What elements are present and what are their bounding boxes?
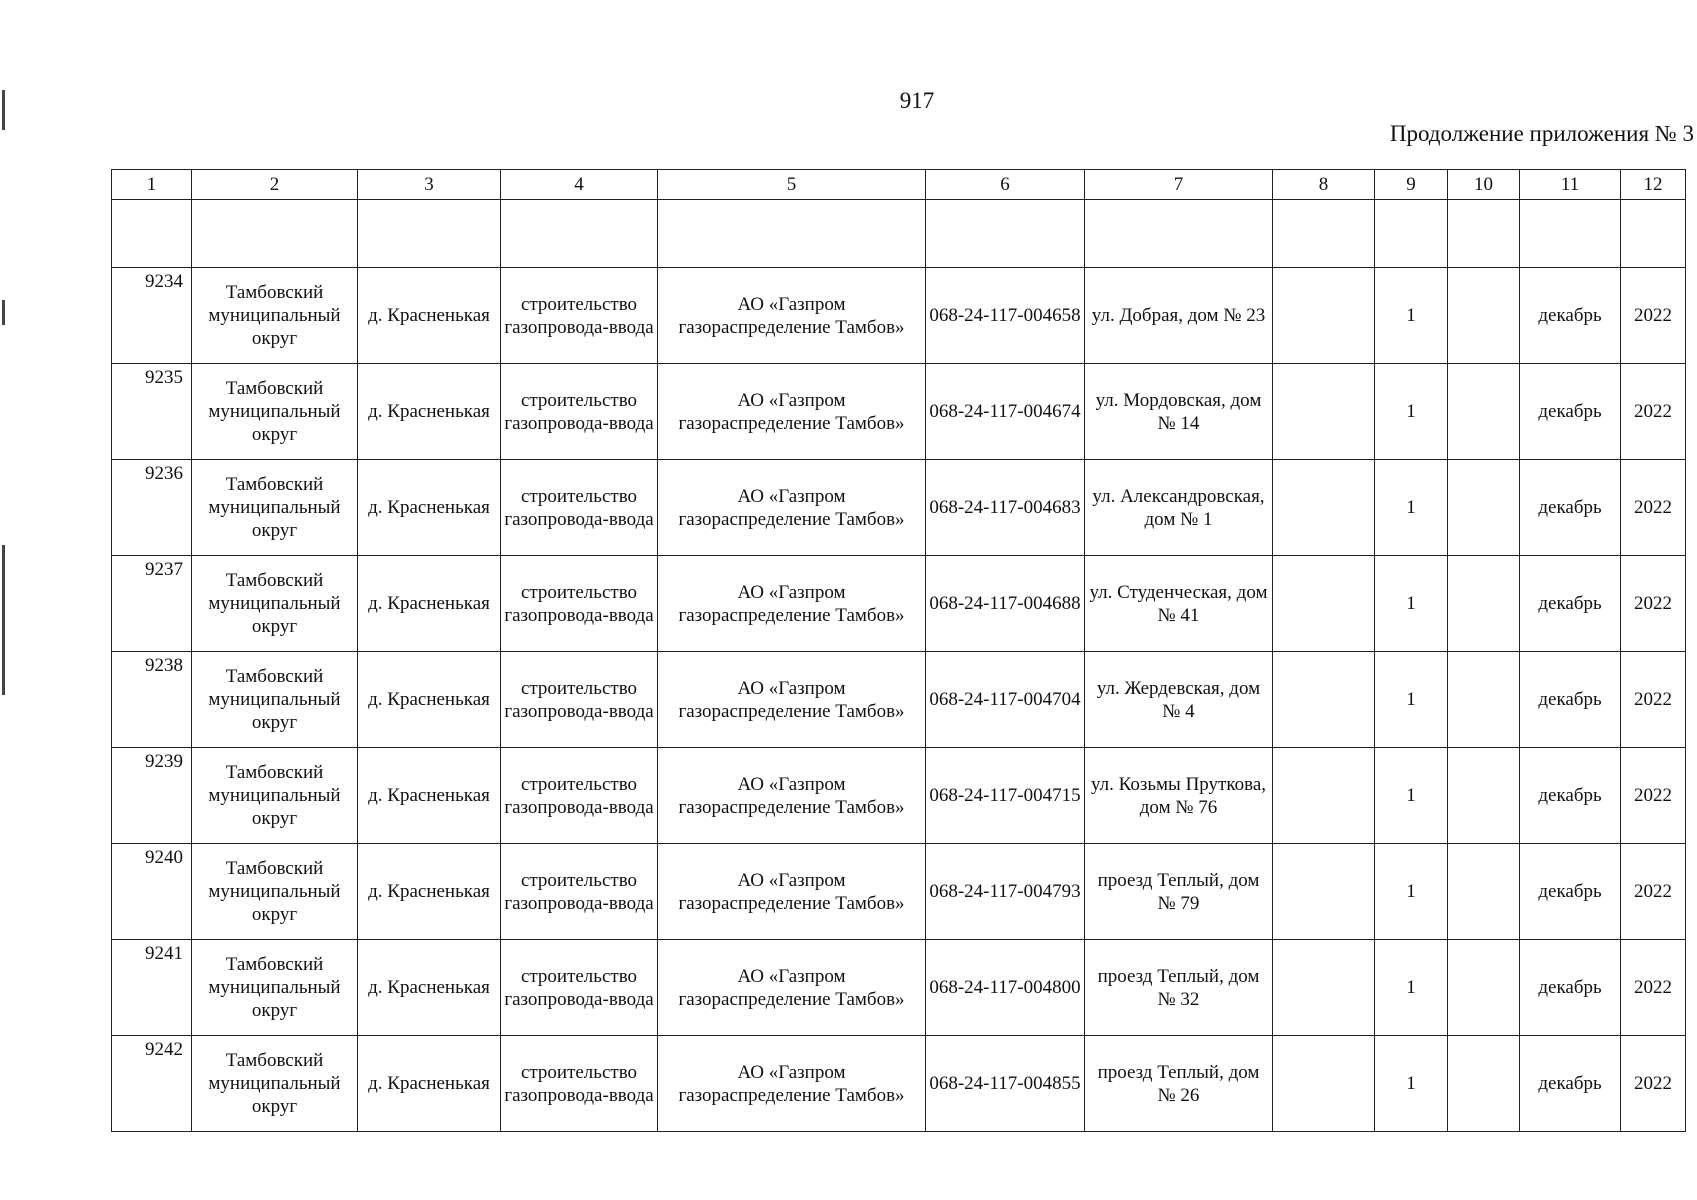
column-title-cell xyxy=(658,200,926,268)
table-row xyxy=(112,268,1686,364)
address-cell: ул. Студенческая, дом № 41 xyxy=(1085,556,1273,652)
column-8-cell xyxy=(1273,748,1375,844)
quantity-cell: 1 xyxy=(1375,556,1448,652)
column-8-cell xyxy=(1273,364,1375,460)
column-title-cell xyxy=(1273,200,1375,268)
month-cell: декабрь xyxy=(1520,268,1621,364)
locality-cell: д. Красненькая xyxy=(358,1036,501,1132)
locality-cell: д. Красненькая xyxy=(358,460,501,556)
column-title-cell xyxy=(1375,200,1448,268)
column-number-cell: 8 xyxy=(1273,170,1375,200)
work-type-cell: строительство газопровода-ввода xyxy=(501,844,658,940)
continuation-caption: Продолжение приложения № 3 xyxy=(1389,121,1694,146)
object-code-cell: 068-24-117-004674 xyxy=(926,364,1085,460)
table-row xyxy=(112,940,1686,1036)
district-cell: Тамбовский муниципальный округ xyxy=(192,748,358,844)
address-cell: проезд Теплый, дом № 79 xyxy=(1085,844,1273,940)
quantity-cell: 1 xyxy=(1375,748,1448,844)
year-cell: 2022 xyxy=(1621,844,1686,940)
record-number-cell: 9237 xyxy=(112,556,192,652)
column-number-cell: 11 xyxy=(1520,170,1621,200)
district-cell: Тамбовский муниципальный округ xyxy=(192,940,358,1036)
object-code-cell: 068-24-117-004688 xyxy=(926,556,1085,652)
column-number-cell: 12 xyxy=(1621,170,1686,200)
address-cell: ул. Жердевская, дом № 4 xyxy=(1085,652,1273,748)
organization-cell: АО «Газпром газораспределение Тамбов» xyxy=(658,460,926,556)
object-code-cell: 068-24-117-004683 xyxy=(926,460,1085,556)
scan-edge-mark xyxy=(2,300,5,325)
object-code-cell: 068-24-117-004800 xyxy=(926,940,1085,1036)
year-cell: 2022 xyxy=(1621,940,1686,1036)
table-row xyxy=(112,748,1686,844)
column-10-cell xyxy=(1448,940,1520,1036)
scan-edge-mark xyxy=(2,545,5,695)
record-number-cell: 9234 xyxy=(112,268,192,364)
column-8-cell xyxy=(1273,940,1375,1036)
column-8-cell xyxy=(1273,844,1375,940)
locality-cell: д. Красненькая xyxy=(358,940,501,1036)
year-cell: 2022 xyxy=(1621,748,1686,844)
address-cell: ул. Александровская, дом № 1 xyxy=(1085,460,1273,556)
column-title-cell xyxy=(358,200,501,268)
month-cell: декабрь xyxy=(1520,364,1621,460)
column-title-cell xyxy=(1448,200,1520,268)
column-8-cell xyxy=(1273,268,1375,364)
record-number-cell: 9240 xyxy=(112,844,192,940)
column-title-cell xyxy=(192,200,358,268)
year-cell: 2022 xyxy=(1621,460,1686,556)
quantity-cell: 1 xyxy=(1375,844,1448,940)
quantity-cell: 1 xyxy=(1375,652,1448,748)
table-row xyxy=(112,556,1686,652)
organization-cell: АО «Газпром газораспределение Тамбов» xyxy=(658,1036,926,1132)
work-type-cell: строительство газопровода-ввода xyxy=(501,1036,658,1132)
table-row xyxy=(112,364,1686,460)
district-cell: Тамбовский муниципальный округ xyxy=(192,556,358,652)
object-code-cell: 068-24-117-004658 xyxy=(926,268,1085,364)
column-8-cell xyxy=(1273,652,1375,748)
column-number-cell: 10 xyxy=(1448,170,1520,200)
locality-cell: д. Красненькая xyxy=(358,748,501,844)
column-title-cell xyxy=(1621,200,1686,268)
year-cell: 2022 xyxy=(1621,364,1686,460)
month-cell: декабрь xyxy=(1520,844,1621,940)
column-number-cell: 9 xyxy=(1375,170,1448,200)
record-number-cell: 9241 xyxy=(112,940,192,1036)
district-cell: Тамбовский муниципальный округ xyxy=(192,652,358,748)
year-cell: 2022 xyxy=(1621,556,1686,652)
district-cell: Тамбовский муниципальный округ xyxy=(192,844,358,940)
quantity-cell: 1 xyxy=(1375,1036,1448,1132)
column-8-cell xyxy=(1273,1036,1375,1132)
organization-cell: АО «Газпром газораспределение Тамбов» xyxy=(658,748,926,844)
district-cell: Тамбовский муниципальный округ xyxy=(192,1036,358,1132)
month-cell: декабрь xyxy=(1520,1036,1621,1132)
table-row xyxy=(112,652,1686,748)
object-code-cell: 068-24-117-004855 xyxy=(926,1036,1085,1132)
column-title-cell xyxy=(501,200,658,268)
month-cell: декабрь xyxy=(1520,940,1621,1036)
column-title-cell xyxy=(112,200,192,268)
locality-cell: д. Красненькая xyxy=(358,844,501,940)
quantity-cell: 1 xyxy=(1375,460,1448,556)
year-cell: 2022 xyxy=(1621,652,1686,748)
record-number-cell: 9238 xyxy=(112,652,192,748)
quantity-cell: 1 xyxy=(1375,940,1448,1036)
column-title-cell xyxy=(926,200,1085,268)
year-cell: 2022 xyxy=(1621,268,1686,364)
address-cell: ул. Добрая, дом № 23 xyxy=(1085,268,1273,364)
column-10-cell xyxy=(1448,268,1520,364)
record-number-cell: 9242 xyxy=(112,1036,192,1132)
district-cell: Тамбовский муниципальный округ xyxy=(192,460,358,556)
work-type-cell: строительство газопровода-ввода xyxy=(501,460,658,556)
locality-cell: д. Красненькая xyxy=(358,268,501,364)
month-cell: декабрь xyxy=(1520,748,1621,844)
organization-cell: АО «Газпром газораспределение Тамбов» xyxy=(658,268,926,364)
locality-cell: д. Красненькая xyxy=(358,364,501,460)
column-number-cell: 6 xyxy=(926,170,1085,200)
registry-table-body xyxy=(112,170,1686,1132)
object-code-cell: 068-24-117-004715 xyxy=(926,748,1085,844)
column-number-cell: 2 xyxy=(192,170,358,200)
address-cell: ул. Козьмы Пруткова, дом № 76 xyxy=(1085,748,1273,844)
scan-edge-marks xyxy=(0,0,10,1200)
organization-cell: АО «Газпром газораспределение Тамбов» xyxy=(658,940,926,1036)
table-row xyxy=(112,1036,1686,1132)
column-10-cell xyxy=(1448,460,1520,556)
month-cell: декабрь xyxy=(1520,460,1621,556)
work-type-cell: строительство газопровода-ввода xyxy=(501,556,658,652)
month-cell: декабрь xyxy=(1520,652,1621,748)
table-row xyxy=(112,460,1686,556)
work-type-cell: строительство газопровода-ввода xyxy=(501,268,658,364)
district-cell: Тамбовский муниципальный округ xyxy=(192,268,358,364)
column-number-cell: 4 xyxy=(501,170,658,200)
column-title-row xyxy=(112,200,1686,268)
object-code-cell: 068-24-117-004704 xyxy=(926,652,1085,748)
record-number-cell: 9235 xyxy=(112,364,192,460)
address-cell: проезд Теплый, дом № 26 xyxy=(1085,1036,1273,1132)
column-8-cell xyxy=(1273,556,1375,652)
page-number: 917 xyxy=(899,88,935,113)
address-cell: проезд Теплый, дом № 32 xyxy=(1085,940,1273,1036)
column-number-cell: 3 xyxy=(358,170,501,200)
organization-cell: АО «Газпром газораспределение Тамбов» xyxy=(658,844,926,940)
district-cell: Тамбовский муниципальный округ xyxy=(192,364,358,460)
table-row xyxy=(112,844,1686,940)
work-type-cell: строительство газопровода-ввода xyxy=(501,940,658,1036)
work-type-cell: строительство газопровода-ввода xyxy=(501,748,658,844)
column-10-cell xyxy=(1448,1036,1520,1132)
column-number-row xyxy=(112,170,1686,200)
column-10-cell xyxy=(1448,748,1520,844)
quantity-cell: 1 xyxy=(1375,268,1448,364)
locality-cell: д. Красненькая xyxy=(358,556,501,652)
column-10-cell xyxy=(1448,364,1520,460)
column-10-cell xyxy=(1448,844,1520,940)
column-number-cell: 7 xyxy=(1085,170,1273,200)
object-code-cell: 068-24-117-004793 xyxy=(926,844,1085,940)
work-type-cell: строительство газопровода-ввода xyxy=(501,364,658,460)
record-number-cell: 9239 xyxy=(112,748,192,844)
work-type-cell: строительство газопровода-ввода xyxy=(501,652,658,748)
locality-cell: д. Красненькая xyxy=(358,652,501,748)
organization-cell: АО «Газпром газораспределение Тамбов» xyxy=(658,364,926,460)
organization-cell: АО «Газпром газораспределение Тамбов» xyxy=(658,652,926,748)
organization-cell: АО «Газпром газораспределение Тамбов» xyxy=(658,556,926,652)
column-number-cell: 1 xyxy=(112,170,192,200)
column-10-cell xyxy=(1448,556,1520,652)
column-10-cell xyxy=(1448,652,1520,748)
quantity-cell: 1 xyxy=(1375,364,1448,460)
registry-table xyxy=(111,169,1686,1132)
column-title-cell xyxy=(1085,200,1273,268)
month-cell: декабрь xyxy=(1520,556,1621,652)
year-cell: 2022 xyxy=(1621,1036,1686,1132)
column-number-cell: 5 xyxy=(658,170,926,200)
record-number-cell: 9236 xyxy=(112,460,192,556)
column-8-cell xyxy=(1273,460,1375,556)
address-cell: ул. Мордовская, дом № 14 xyxy=(1085,364,1273,460)
column-title-cell xyxy=(1520,200,1621,268)
